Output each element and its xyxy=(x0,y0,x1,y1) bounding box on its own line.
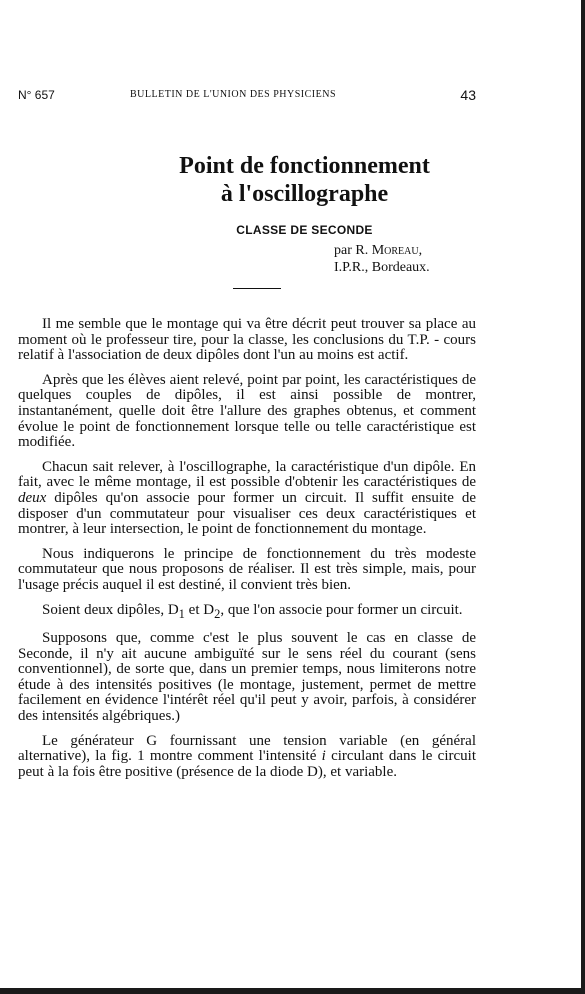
page-number: 43 xyxy=(460,87,476,103)
paragraph-5-text-b: et D xyxy=(184,601,215,618)
subscript-1: 1 xyxy=(178,606,185,621)
paragraph-7-text-b: circulant dans le circuit peut à la fois être positive (présence de la diode D), et variable. xyxy=(18,748,477,780)
paragraph-6: Supposons que, comme c'est le plus souvent le cas en classe de Seconde, il n'y ait aucune ambiguïté sur le sens réel du courant (sens conventionnel), de sorte que, dans un premier temps, nous limiterons notre étude à des intensités positives (le montage, justement, permet de mettre facilement en évidence l'intérêt réel qu'il peut y avoir, parfois, à considérer des intensités algébriques.) xyxy=(18,630,476,725)
article-body xyxy=(18,317,476,789)
paragraph-2: Après que les élèves aient relevé, point par point, les caractéristiques de quelques couples de dipôles, il est ainsi possible de montrer, instantanément, quelle doit être l'allure des graphes obtenus, et comment évolue le point de fonctionnement lorsque telle ou telle caractéristique est modifiée. xyxy=(18,371,476,451)
article-subtitle: CLASSE DE SECONDE xyxy=(236,223,373,237)
paragraph-3-emphasis: deux xyxy=(18,489,47,506)
scan-edge-bottom xyxy=(0,988,585,994)
paragraph-7-emphasis: i xyxy=(321,748,326,765)
title-separator-rule xyxy=(233,288,281,289)
author-affiliation: I.P.R., Bordeaux. xyxy=(334,260,430,275)
paragraph-5 xyxy=(18,603,476,623)
paragraph-1: Il me semble que le montage qui va être décrit peut trouver sa place au moment où le professeur tire, pour la classe, les conclusions du T.P. - cours relatif à l'association de deux dipôles dont l'un au moins est actif. xyxy=(18,316,476,364)
subscript-2: 2 xyxy=(214,606,221,621)
article-title-line2: à l'oscillographe xyxy=(220,181,389,207)
paragraph-7 xyxy=(18,734,476,781)
paragraph-5-text-c: , que l'on associe pour former un circuit. xyxy=(220,601,463,618)
paragraph-4: Nous indiquerons le principe de fonctionnement du très modeste commutateur que nous proposons de réaliser. Il est très simple, mais, pour l'usage précis auquel il est destiné, il convient très bien. xyxy=(18,545,476,593)
paragraph-3-text-b: dipôles qu'on associe pour former un circuit. Il suffit ensuite de disposer d'un commutateur pour visualiser ces deux caractéristiques et montrer, à leur intersection, le point de fonctionnement du montage. xyxy=(18,489,476,538)
paragraph-5-text-a: Soient deux dipôles, D xyxy=(42,601,179,618)
author-line xyxy=(334,243,422,259)
article-title-line1: Point de fonctionnement xyxy=(179,153,430,179)
running-header xyxy=(18,88,476,104)
issue-number: N° 657 xyxy=(18,88,55,102)
paragraph-7-text-a: Le générateur G fournissant une tension variable (en général alternative), la fig. 1 montre comment l'intensité xyxy=(18,732,476,765)
paragraph-3 xyxy=(18,460,476,538)
paragraph-3-text-a: Chacun sait relever, à l'oscillographe, la caractéristique d'un dipôle. En fait, avec le même montage, il est possible d'obtenir les caractéristiques de xyxy=(18,458,476,491)
author-prefix: par R. xyxy=(334,243,372,258)
author-name: Moreau, xyxy=(371,243,423,258)
journal-name: BULLETIN DE L'UNION DES PHYSICIENS xyxy=(130,89,337,100)
scan-edge-right xyxy=(581,0,585,994)
